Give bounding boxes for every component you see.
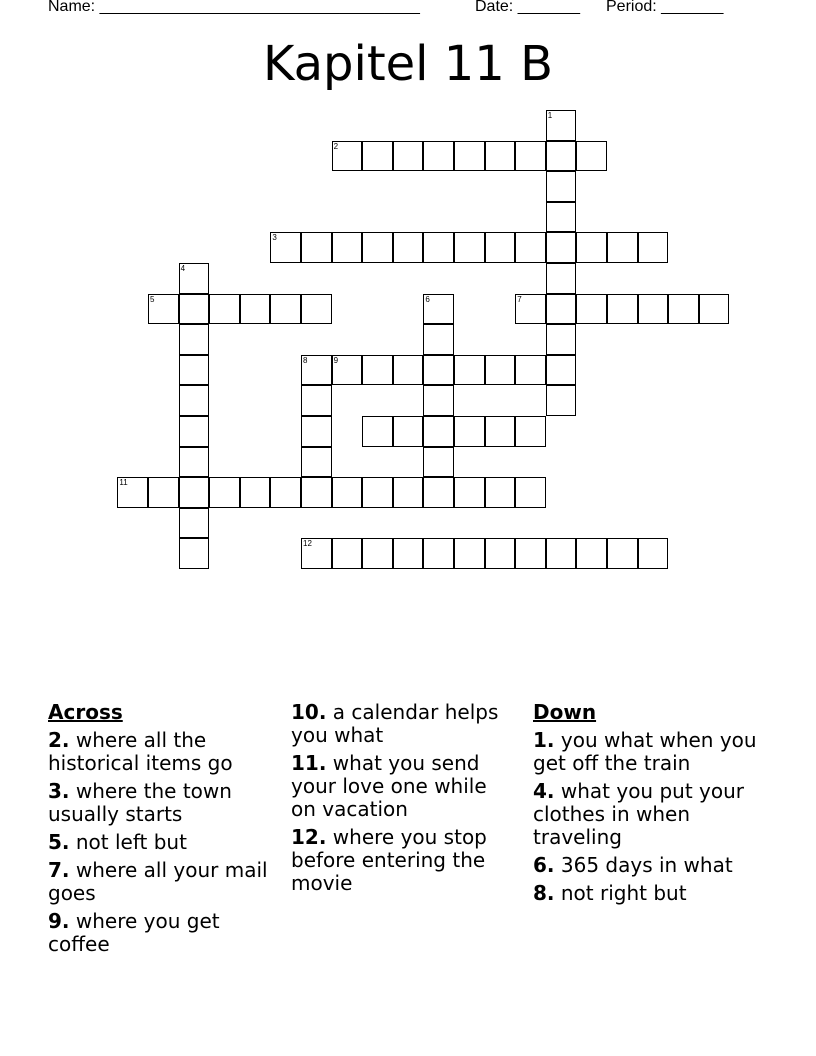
period-field[interactable]: Period: _______ xyxy=(606,0,724,15)
crossword-cell[interactable] xyxy=(332,477,363,508)
clue-text: what you put your clothes in when traveling xyxy=(533,779,745,849)
clue xyxy=(533,780,773,849)
crossword-cell[interactable] xyxy=(362,141,393,172)
clues-column-1 xyxy=(48,701,268,961)
clue-number: 8. xyxy=(533,881,555,905)
clue-number: 7. xyxy=(48,858,70,882)
clue-number-label: 9 xyxy=(333,355,339,365)
clue-text: where all your mail goes xyxy=(48,858,268,905)
crossword-cell[interactable] xyxy=(668,294,699,325)
crossword-cell[interactable] xyxy=(485,141,516,172)
crossword-cell[interactable] xyxy=(699,294,730,325)
crossword-cell[interactable] xyxy=(362,477,393,508)
crossword-cell[interactable] xyxy=(638,538,669,569)
crossword-cell[interactable] xyxy=(423,294,454,325)
crossword-cell[interactable] xyxy=(515,355,546,386)
crossword-cell[interactable] xyxy=(393,416,424,447)
clue-text: where you stop before entering the movie xyxy=(291,825,487,895)
crossword-cell[interactable] xyxy=(393,538,424,569)
crossword-cell[interactable] xyxy=(515,141,546,172)
crossword-cell[interactable] xyxy=(393,141,424,172)
crossword-cell[interactable] xyxy=(546,171,577,202)
crossword-cell[interactable] xyxy=(209,294,240,325)
across-heading: Across xyxy=(48,700,123,724)
crossword-cell[interactable] xyxy=(546,141,577,172)
clue-text: not right but xyxy=(554,881,687,905)
crossword-cell[interactable] xyxy=(301,385,332,416)
crossword-cell[interactable] xyxy=(332,538,363,569)
crossword-cell[interactable] xyxy=(423,324,454,355)
crossword-cell[interactable] xyxy=(576,141,607,172)
crossword-cell[interactable] xyxy=(179,355,210,386)
crossword-cell[interactable] xyxy=(179,508,210,539)
crossword-cell[interactable] xyxy=(240,294,271,325)
crossword-cell[interactable] xyxy=(638,232,669,263)
crossword-cell[interactable] xyxy=(362,232,393,263)
crossword-cell[interactable] xyxy=(515,294,546,325)
crossword-cell[interactable] xyxy=(179,416,210,447)
crossword-cell[interactable] xyxy=(301,232,332,263)
crossword-cell[interactable] xyxy=(117,477,148,508)
crossword-cell[interactable] xyxy=(301,355,332,386)
crossword-cell[interactable] xyxy=(454,416,485,447)
clue-number: 11. xyxy=(291,751,327,775)
crossword-cell[interactable] xyxy=(423,141,454,172)
crossword-cell[interactable] xyxy=(179,447,210,478)
clue-number-label: 4 xyxy=(180,264,186,273)
crossword-cell[interactable] xyxy=(179,385,210,416)
clue-number: 1. xyxy=(533,728,555,752)
crossword-cell[interactable] xyxy=(301,477,332,508)
crossword-cell[interactable] xyxy=(485,232,516,263)
clues-column-2 xyxy=(291,701,516,900)
clue xyxy=(533,882,773,905)
crossword-cell[interactable] xyxy=(301,294,332,325)
crossword-cell[interactable] xyxy=(546,355,577,386)
clue-number: 9. xyxy=(48,909,70,933)
crossword-cell[interactable] xyxy=(270,232,301,263)
clue xyxy=(48,859,268,905)
page-title: Kapitel 11 B xyxy=(262,36,554,92)
crossword-cell[interactable] xyxy=(270,477,301,508)
crossword-cell[interactable] xyxy=(423,477,454,508)
clue-text: you what when you get off the train xyxy=(533,728,757,775)
crossword-cell[interactable] xyxy=(515,477,546,508)
clue-text: not left but xyxy=(69,830,187,854)
crossword-cell[interactable] xyxy=(423,232,454,263)
crossword-cell[interactable] xyxy=(148,477,179,508)
crossword-cell[interactable] xyxy=(423,447,454,478)
crossword-cell[interactable] xyxy=(454,232,485,263)
clue-number: 4. xyxy=(533,779,555,803)
crossword-cell[interactable] xyxy=(423,385,454,416)
clue-number-label: 1 xyxy=(547,111,553,120)
crossword-cell[interactable] xyxy=(362,355,393,386)
crossword-cell[interactable] xyxy=(209,477,240,508)
crossword-cell[interactable] xyxy=(362,538,393,569)
crossword-cell[interactable] xyxy=(546,324,577,355)
crossword-cell[interactable] xyxy=(393,355,424,386)
clue-number-label: 11 xyxy=(119,478,128,488)
crossword-cell[interactable] xyxy=(546,294,577,325)
clue xyxy=(48,910,268,956)
crossword-cell[interactable] xyxy=(301,447,332,478)
crossword-cell[interactable] xyxy=(607,294,638,325)
clue-number-label: 2 xyxy=(333,141,339,151)
clue-number-label: 3 xyxy=(272,233,277,243)
clue-number: 3. xyxy=(48,779,70,803)
crossword-cell[interactable] xyxy=(393,232,424,263)
crossword-cell[interactable] xyxy=(332,141,363,172)
clues-column-3 xyxy=(533,701,773,910)
crossword-cell[interactable] xyxy=(454,538,485,569)
crossword-cell[interactable] xyxy=(423,416,454,447)
clue xyxy=(48,831,268,854)
crossword-cell[interactable] xyxy=(607,538,638,569)
crossword-cell[interactable] xyxy=(515,538,546,569)
clue-text: 365 days in what xyxy=(554,853,733,877)
crossword-cell[interactable] xyxy=(301,538,332,569)
clue-number: 5. xyxy=(48,830,70,854)
clue xyxy=(48,780,268,826)
clue-number: 10. xyxy=(291,700,327,724)
name-field[interactable]: Name: ____________________________________ xyxy=(48,0,420,15)
across-clue-list xyxy=(48,729,268,956)
crossword-cell[interactable] xyxy=(362,416,393,447)
crossword-cell[interactable] xyxy=(270,294,301,325)
clue-text: a calendar helps you what xyxy=(291,700,499,747)
clue xyxy=(533,729,773,775)
clue-text: what you send your love one while on vacation xyxy=(291,751,487,821)
crossword-cell[interactable] xyxy=(576,294,607,325)
crossword-cell[interactable] xyxy=(423,538,454,569)
clue-text: where you get coffee xyxy=(48,909,220,956)
clue xyxy=(48,729,268,775)
crossword-cell[interactable] xyxy=(179,324,210,355)
crossword-cell[interactable] xyxy=(454,141,485,172)
crossword-cell[interactable] xyxy=(179,294,210,325)
crossword-cell[interactable] xyxy=(485,538,516,569)
crossword-cell[interactable] xyxy=(179,477,210,508)
clue xyxy=(291,826,516,895)
clue-number: 2. xyxy=(48,728,70,752)
clue xyxy=(291,701,516,747)
clue-number-label: 8 xyxy=(303,355,308,365)
crossword-cell[interactable] xyxy=(638,294,669,325)
across-clue-list-continued xyxy=(291,701,516,895)
crossword-cell[interactable] xyxy=(454,355,485,386)
down-heading: Down xyxy=(533,700,597,724)
crossword-cell[interactable] xyxy=(485,416,516,447)
crossword-cell[interactable] xyxy=(546,538,577,569)
crossword-cell[interactable] xyxy=(393,477,424,508)
clue xyxy=(533,854,773,877)
crossword-cell[interactable] xyxy=(240,477,271,508)
clue xyxy=(291,752,516,821)
crossword-cell[interactable] xyxy=(485,355,516,386)
clue-number-label: 12 xyxy=(303,539,312,549)
crossword-cell[interactable] xyxy=(485,477,516,508)
clue-text: where all the historical items go xyxy=(48,728,233,775)
crossword-cell[interactable] xyxy=(148,294,179,325)
crossword-cell[interactable] xyxy=(607,232,638,263)
header xyxy=(0,0,816,20)
crossword-cell[interactable] xyxy=(423,355,454,386)
down-clue-list xyxy=(533,729,773,905)
date-field[interactable]: Date: _______ xyxy=(475,0,580,15)
crossword-cell[interactable] xyxy=(515,232,546,263)
clue-number-label: 7 xyxy=(517,294,522,304)
clue-text: where the town usually starts xyxy=(48,779,232,826)
crossword-cell[interactable] xyxy=(576,538,607,569)
crossword-cell[interactable] xyxy=(332,232,363,263)
crossword-cell[interactable] xyxy=(546,263,577,294)
crossword-cell[interactable] xyxy=(576,232,607,263)
crossword-cell[interactable] xyxy=(332,355,363,386)
crossword-cell[interactable] xyxy=(179,538,210,569)
crossword-cell[interactable] xyxy=(546,385,577,416)
crossword-cell[interactable] xyxy=(179,263,210,294)
clue-number-label: 6 xyxy=(425,294,430,304)
clue-number: 12. xyxy=(291,825,327,849)
crossword-cell[interactable] xyxy=(515,416,546,447)
clue-number-label: 5 xyxy=(150,294,155,304)
crossword-cell[interactable] xyxy=(546,110,577,141)
crossword-cell[interactable] xyxy=(546,202,577,233)
crossword-cell[interactable] xyxy=(454,477,485,508)
crossword-cell[interactable] xyxy=(301,416,332,447)
crossword-cell[interactable] xyxy=(546,232,577,263)
clue-number: 6. xyxy=(533,853,555,877)
